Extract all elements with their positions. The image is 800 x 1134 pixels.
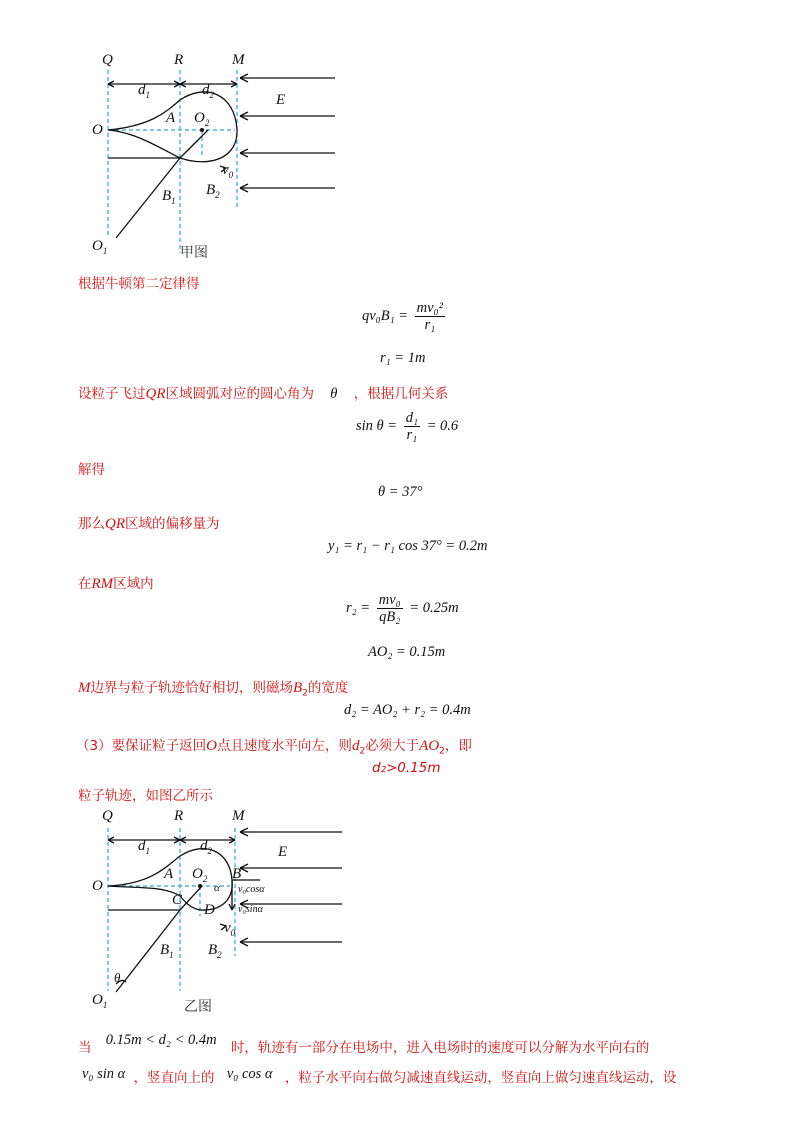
- eq-offset: y₁ = r₁ − r₁ cos 37° = 0.2m: [328, 538, 488, 554]
- fig2-label-M: M: [232, 808, 245, 824]
- fig1-label-d2: $d_2$: [202, 82, 214, 100]
- fig2-label-theta: θ: [114, 970, 121, 985]
- text-tangent: M边界与粒子轨迹恰好相切，则磁场$B_2$的宽度: [78, 680, 349, 699]
- fig1-caption: 甲图: [180, 245, 208, 261]
- fig1-label-R: R: [174, 52, 184, 68]
- eq-theta-value: θ = 37°: [378, 484, 423, 500]
- figure-2: [80, 806, 370, 1021]
- text-d2-condition: d₂>0.15m: [372, 760, 441, 776]
- fig2-label-R: R: [174, 808, 184, 824]
- fig2-label-A: A: [164, 866, 174, 882]
- text-trajectory: 粒子轨迹，如图乙所示: [78, 788, 213, 804]
- eq-r1-value: r₁ = 1m: [380, 350, 426, 366]
- fig1-label-O1: $O_1$: [92, 238, 108, 256]
- fig2-label-O2: $O_2$: [192, 866, 208, 884]
- figure-1-diagram: [80, 48, 360, 268]
- text-rm-region: 在RM区域内: [78, 576, 154, 592]
- fig2-label-vcos: v₀cosα: [238, 884, 265, 895]
- text-newton-law: 根据牛顿第二定律得: [78, 276, 200, 292]
- fig1-label-A: A: [166, 110, 176, 126]
- fig2-label-vsin: v₀sinα: [238, 904, 263, 915]
- fig2-label-alpha: α: [214, 882, 220, 894]
- text-part3: （3）要保证粒子返回O点且速度水平向左，则$d_2$必须大于$AO_2$，即: [76, 738, 472, 757]
- fig1-label-B1: $B_1$: [162, 188, 176, 206]
- fig1-label-d1: $d_1$: [138, 82, 150, 100]
- fig2-label-D: D: [204, 902, 215, 918]
- fig1-label-Q: Q: [102, 52, 113, 68]
- eq-ao2: AO₂ = 0.15m: [368, 644, 446, 660]
- eq-force-balance: qv₀B₁ = $\frac{\text{mv₀²}}{\text{r₁}}$: [362, 300, 443, 333]
- eq-r2: r₂ = $\frac{\text{mv₀}}{\text{qB₂}}$ = 0.25m: [346, 592, 459, 625]
- fig2-label-C: C: [172, 892, 183, 908]
- fig2-label-O1: $O_1$: [92, 992, 108, 1010]
- text-center-angle: 设粒子飞过QR区域圆弧对应的圆心角为 θ ，根据几何关系: [78, 386, 449, 402]
- text-solve: 解得: [78, 462, 105, 478]
- figure-2-diagram: [80, 806, 370, 1021]
- fig2-label-v0: $v_0$: [224, 920, 236, 938]
- text-velocity-decompose: v₀ sin α ，竖直向上的 v₀ cos α ，粒子水平向右做匀减速直线运动，竖直向上做匀速直线运动，设: [82, 1066, 677, 1086]
- fig2-caption: 乙图: [184, 999, 212, 1015]
- fig1-label-E: E: [276, 92, 286, 108]
- eq-sin-theta: sin θ = $\frac{\text{d₁}}{\text{r₁}}$ = 0.6: [356, 410, 459, 443]
- figure-1: [80, 48, 360, 268]
- fig1-label-M: M: [232, 52, 245, 68]
- fig2-label-B2: $B_2$: [208, 942, 222, 960]
- fig2-label-d2: $d_2$: [200, 838, 212, 856]
- text-when-range: 当 0.15m < d₂ < 0.4m 时，轨迹有一部分在电场中，进入电场时的速度可以分解为水平向右的: [78, 1032, 650, 1056]
- fig1-label-v0: $v_0$: [222, 162, 234, 180]
- text-offset: 那么QR区域的偏移量为: [78, 516, 220, 532]
- fig2-label-B: B: [232, 866, 242, 882]
- fig2-label-E: E: [278, 844, 288, 860]
- eq-d2: d₂ = AO₂ + r₂ = 0.4m: [344, 702, 471, 718]
- fig2-label-O: O: [92, 878, 103, 894]
- fig1-label-O2: $O_2$: [194, 110, 210, 128]
- fig2-label-Q: Q: [102, 808, 113, 824]
- fig2-label-d1: $d_1$: [138, 838, 150, 856]
- fig2-label-B1: $B_1$: [160, 942, 174, 960]
- fig1-label-O: O: [92, 122, 103, 138]
- fig1-label-B2: $B_2$: [206, 182, 220, 200]
